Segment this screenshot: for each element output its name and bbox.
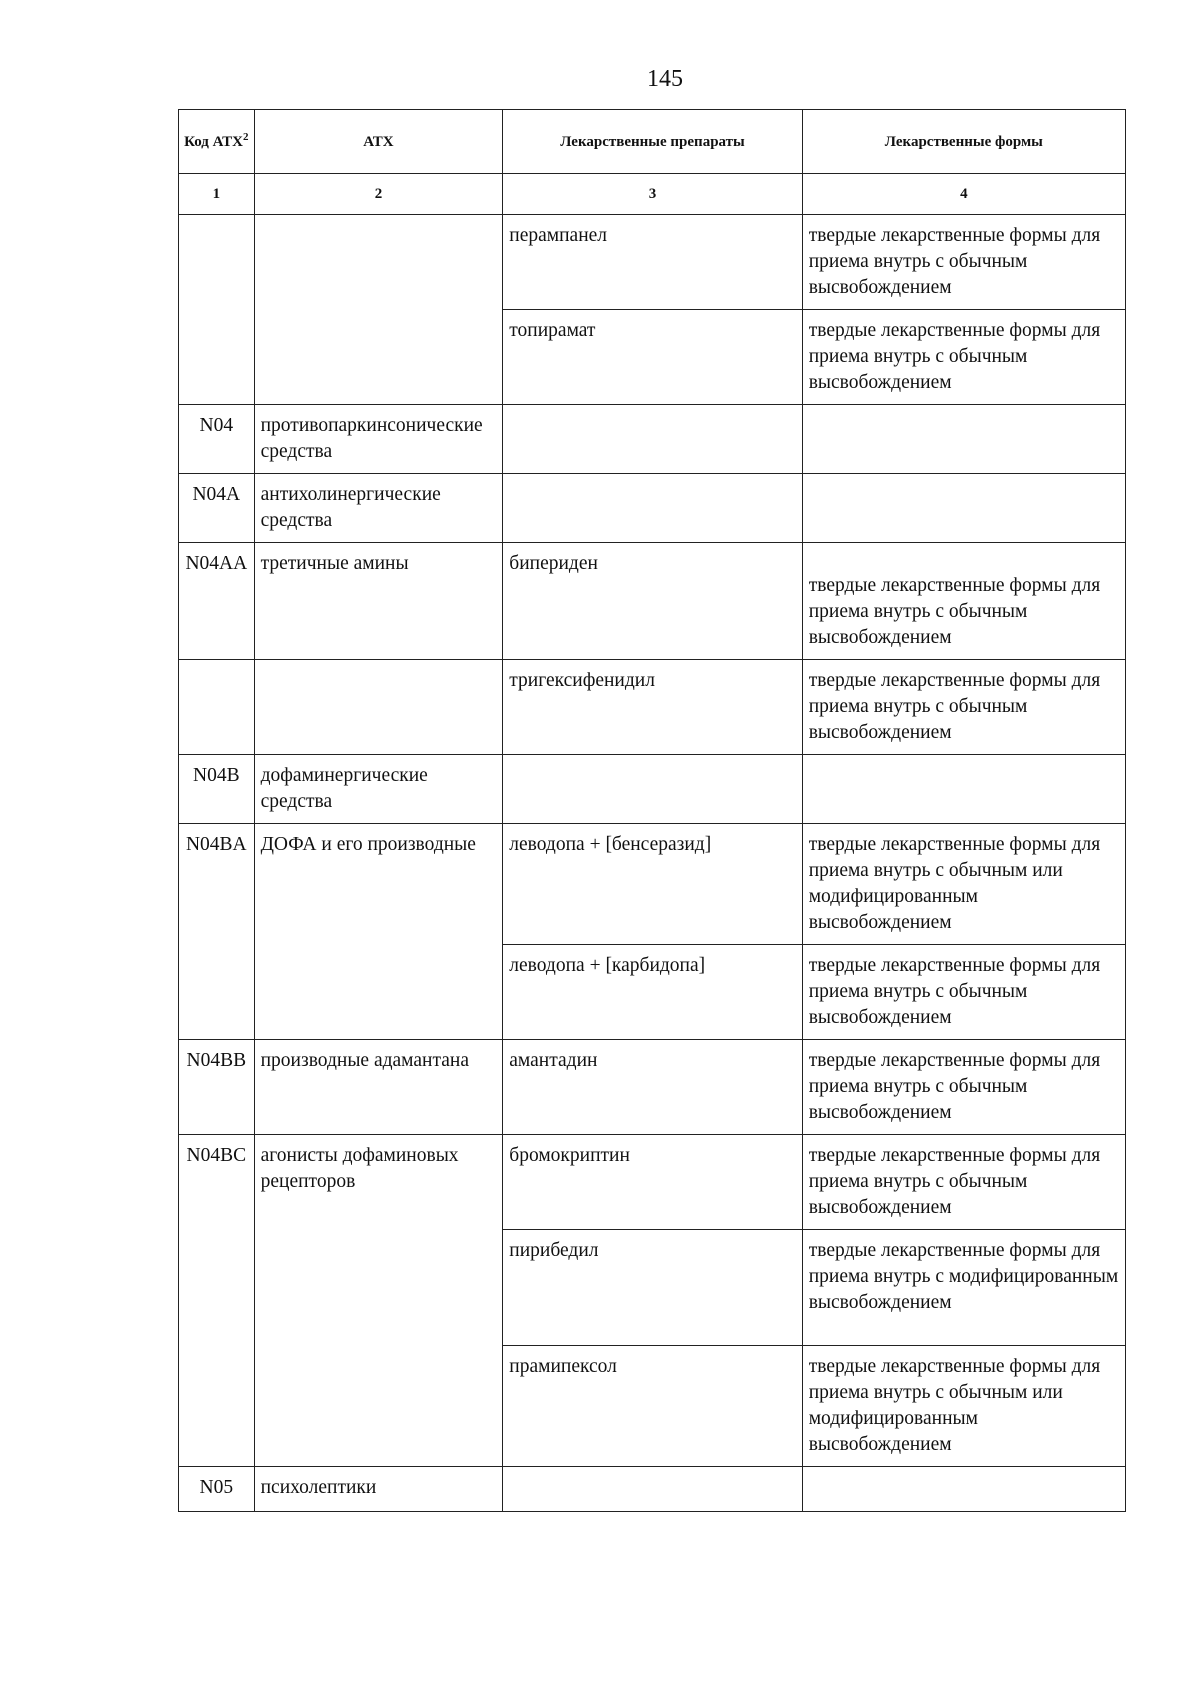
drug-cell: леводопа + [карбидопа] <box>503 945 802 1040</box>
form-cell <box>802 474 1125 543</box>
atx-name-cell: антихолинергические средства <box>254 474 503 543</box>
column-number: 2 <box>254 174 503 215</box>
form-cell: твердые лекарственные формы для приема внутрь с обычным или модифицированным высвобождением <box>802 1346 1125 1467</box>
header-forms: Лекарственные формы <box>802 110 1125 174</box>
atx-name-cell: третичные амины <box>254 543 503 660</box>
atx-drug-table <box>178 109 1126 1512</box>
atx-name-cell <box>254 660 503 755</box>
table-row <box>179 405 1126 474</box>
column-number: 4 <box>802 174 1125 215</box>
atx-code-cell: N04 <box>179 405 255 474</box>
atx-name-cell: агонисты дофаминовых рецепторов <box>254 1135 503 1467</box>
table-row <box>179 1135 1126 1230</box>
atx-name-cell: производные адамантана <box>254 1040 503 1135</box>
atx-code-cell <box>179 215 255 405</box>
form-cell: твердые лекарственные формы для приема внутрь с обычным высвобождением <box>802 1040 1125 1135</box>
drug-cell: бипериден <box>503 543 802 660</box>
form-cell <box>802 1467 1125 1512</box>
drug-cell: прамипексол <box>503 1346 802 1467</box>
table-row <box>179 1040 1126 1135</box>
atx-code-cell: N04BA <box>179 824 255 1040</box>
atx-code-cell: N05 <box>179 1467 255 1512</box>
atx-code-cell: N04BB <box>179 1040 255 1135</box>
form-cell: твердые лекарственные формы для приема внутрь с обычным высвобождением <box>802 215 1125 310</box>
drug-cell: топирамат <box>503 310 802 405</box>
drug-cell: тригексифенидил <box>503 660 802 755</box>
atx-name-cell: психолептики <box>254 1467 503 1512</box>
drug-cell <box>503 405 802 474</box>
form-cell: твердые лекарственные формы для приема внутрь с модифицированным высвобождением <box>802 1230 1125 1346</box>
header-atx: АТХ <box>254 110 503 174</box>
form-cell <box>802 755 1125 824</box>
form-cell: твердые лекарственные формы для приема внутрь с обычным высвобождением <box>802 1135 1125 1230</box>
drug-cell <box>503 474 802 543</box>
form-cell <box>802 405 1125 474</box>
drug-cell: пирибедил <box>503 1230 802 1346</box>
table-header-row <box>179 110 1126 174</box>
table-row <box>179 215 1126 310</box>
drug-cell <box>503 1467 802 1512</box>
atx-code-cell: N04B <box>179 755 255 824</box>
footnote-marker: 2 <box>243 130 249 143</box>
table-row <box>179 1467 1126 1512</box>
header-drugs: Лекарственные препараты <box>503 110 802 174</box>
atx-code-cell: N04AA <box>179 543 255 660</box>
table-row <box>179 543 1126 660</box>
drug-cell: амантадин <box>503 1040 802 1135</box>
form-cell: твердые лекарственные формы для приема внутрь с обычным высвобождением <box>802 660 1125 755</box>
table-row <box>179 755 1126 824</box>
column-number: 1 <box>179 174 255 215</box>
column-number-row <box>179 174 1126 215</box>
atx-name-cell: противопаркинсонические средства <box>254 405 503 474</box>
atx-name-cell: ДОФА и его производные <box>254 824 503 1040</box>
atx-name-cell: дофаминергические средства <box>254 755 503 824</box>
table-row <box>179 824 1126 945</box>
drug-cell: леводопа + [бенсеразид] <box>503 824 802 945</box>
drug-cell: бромокриптин <box>503 1135 802 1230</box>
header-code <box>179 110 255 174</box>
atx-code-cell: N04BC <box>179 1135 255 1467</box>
atx-code-cell: N04A <box>179 474 255 543</box>
form-cell: твердые лекарственные формы для приема внутрь с обычным высвобождением <box>802 310 1125 405</box>
column-number: 3 <box>503 174 802 215</box>
form-cell: твердые лекарственные формы для приема внутрь с обычным высвобождением <box>802 945 1125 1040</box>
drug-cell: перампанел <box>503 215 802 310</box>
atx-code-cell <box>179 660 255 755</box>
table-row <box>179 660 1126 755</box>
page-number: 145 <box>647 66 683 92</box>
header-code-label: Код АТХ <box>184 133 243 150</box>
drug-cell <box>503 755 802 824</box>
atx-name-cell <box>254 215 503 405</box>
form-cell: твердые лекарственные формы для приема внутрь с обычным или модифицированным высвобождением <box>802 824 1125 945</box>
form-cell: твердые лекарственные формы для приема внутрь с обычным высвобождением <box>802 543 1125 660</box>
table-row <box>179 474 1126 543</box>
